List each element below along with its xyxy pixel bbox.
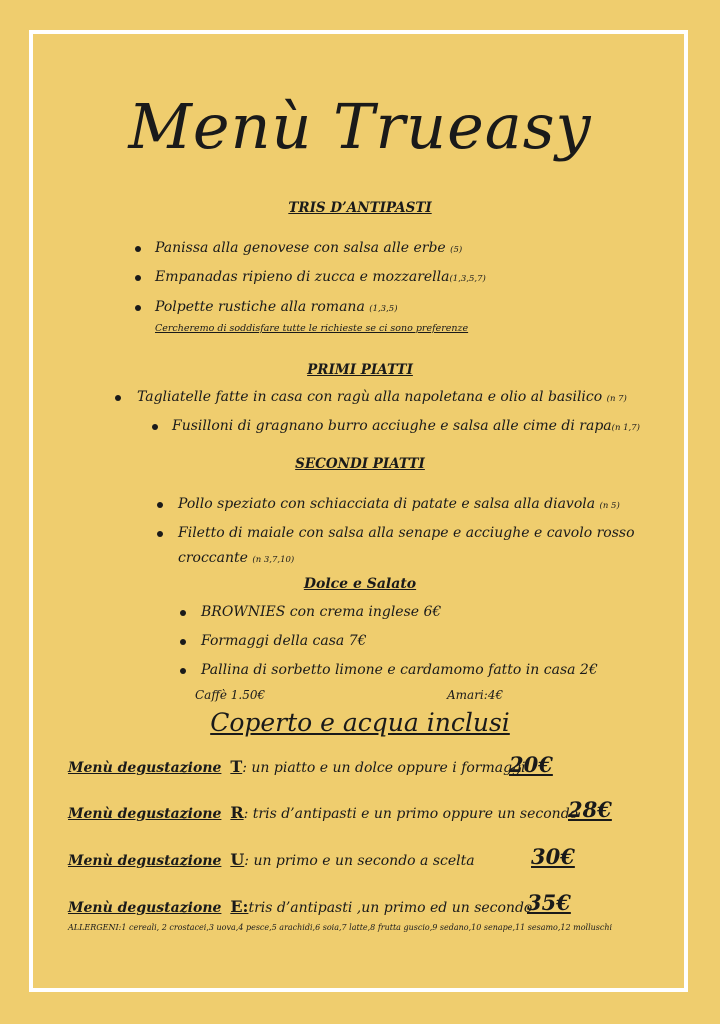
degustazione-t-price: 20€ — [509, 752, 553, 777]
section-antipasti-heading: TRIS D’ANTIPASTI — [288, 200, 432, 216]
degustazione-e: Menù degustazione E:tris d’antipasti ,un primo ed un secondo — [68, 897, 533, 916]
antipasti-note: Cercheremo di soddisfare tutte le richieste se ci sono preferenze — [155, 323, 469, 334]
section-primi-heading: PRIMI PIATTI — [307, 362, 413, 378]
degustazione-e-price: 35€ — [527, 890, 571, 915]
list-item: Filetto di maiale con salsa alla senape e acciughe e cavolo rosso — [157, 525, 635, 541]
list-item: BROWNIES con crema inglese 6€ — [180, 604, 441, 620]
degustazione-t: Menù degustazione T: un piatto e un dolce oppure i formaggi — [68, 757, 526, 776]
degustazione-r-price: 28€ — [568, 797, 612, 822]
list-item: Fusilloni di gragnano burro acciughe e salsa alle cime di rapa(n 1,7) — [152, 418, 640, 434]
allergeni-legend: ALLERGENI:1 cereali, 2 crostacei,3 uova,4 pesce,5 arachidi,6 soia,7 latte,8 frutta guscio,9 sedano,10 senape,11 sesamo,12 molluschi — [68, 923, 613, 932]
list-item-continuation: croccante (n 3,7,10) — [178, 550, 295, 566]
degustazione-u: Menù degustazione U: un primo e un secondo a scelta — [68, 850, 475, 869]
coperto-heading: Coperto e acqua inclusi — [210, 708, 510, 737]
list-item: Pollo speziato con schiacciata di patate e salsa alla diavola (n 5) — [157, 496, 620, 512]
list-item: Empanadas ripieno di zucca e mozzarella(1,3,5,7) — [135, 269, 486, 285]
section-dolce-heading: Dolce e Salato — [303, 576, 417, 592]
section-secondi-heading: SECONDI PIATTI — [295, 456, 425, 472]
degustazione-u-price: 30€ — [531, 844, 575, 869]
list-item: Panissa alla genovese con salsa alle erbe (5) — [135, 240, 462, 256]
list-item: Formaggi della casa 7€ — [180, 633, 367, 649]
list-item: Polpette rustiche alla romana (1,3,5) — [135, 299, 398, 315]
degustazione-r: Menù degustazione R: tris d’antipasti e un primo oppure un secondo — [68, 803, 579, 822]
menu-title: Menù Trueasy — [128, 90, 592, 163]
amari-price: Amari:4€ — [447, 688, 504, 702]
list-item: Pallina di sorbetto limone e cardamomo fatto in casa 2€ — [180, 662, 598, 678]
caffe-price: Caffè 1.50€ — [195, 688, 266, 702]
list-item: Tagliatelle fatte in casa con ragù alla napoletana e olio al basilico (n 7) — [115, 389, 627, 405]
